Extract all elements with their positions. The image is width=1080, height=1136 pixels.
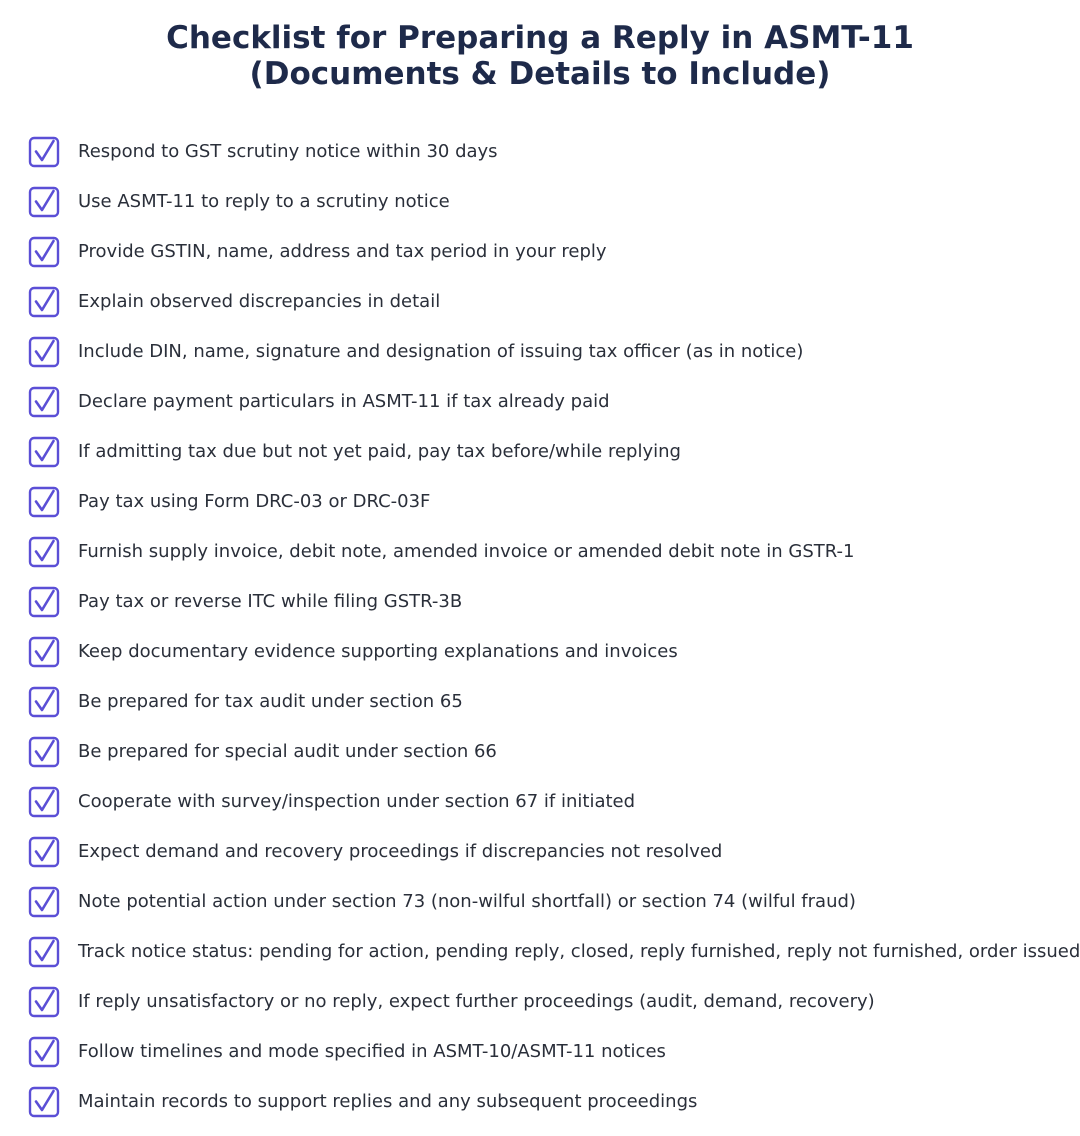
checklist-item-label: If admitting tax due but not yet paid, pay tax before/while replying: [78, 441, 681, 462]
checklist-item-label: Maintain records to support replies and any subsequent proceedings: [78, 1091, 698, 1112]
checklist-item-label: Note potential action under section 73 (non-wilful shortfall) or section 74 (wilful fraud): [78, 891, 856, 912]
checklist-item-label: Furnish supply invoice, debit note, amended invoice or amended debit note in GSTR-1: [78, 541, 855, 562]
checked-checkbox-icon[interactable]: [28, 1036, 60, 1068]
checked-checkbox-icon[interactable]: [28, 1086, 60, 1118]
checked-checkbox-icon[interactable]: [28, 136, 60, 168]
page-title: [0, 20, 1080, 92]
checklist-item-label: Be prepared for tax audit under section 65: [78, 691, 463, 712]
checked-checkbox-icon[interactable]: [28, 336, 60, 368]
checked-checkbox-icon[interactable]: [28, 386, 60, 418]
checklist-item-label: Follow timelines and mode specified in ASMT-10/ASMT-11 notices: [78, 1041, 666, 1062]
checked-checkbox-icon[interactable]: [28, 236, 60, 268]
checked-checkbox-icon[interactable]: [28, 586, 60, 618]
checked-checkbox-icon[interactable]: [28, 936, 60, 968]
checked-checkbox-icon[interactable]: [28, 486, 60, 518]
checklist-item: [0, 876, 1080, 926]
checklist-item-label: Declare payment particulars in ASMT-11 if tax already paid: [78, 391, 610, 412]
checklist-item: [0, 226, 1080, 276]
checklist-item: [0, 626, 1080, 676]
checked-checkbox-icon[interactable]: [28, 886, 60, 918]
checklist: [0, 126, 1080, 1126]
checked-checkbox-icon[interactable]: [28, 736, 60, 768]
checklist-item-label: Track notice status: pending for action, pending reply, closed, reply furnished, reply not furnished, order issued: [78, 941, 1080, 962]
checklist-item-label: Include DIN, name, signature and designation of issuing tax officer (as in notice): [78, 341, 804, 362]
title-line-2: (Documents & Details to Include): [249, 56, 831, 92]
checklist-item: [0, 126, 1080, 176]
checklist-item-label: Pay tax using Form DRC-03 or DRC-03F: [78, 491, 431, 512]
checklist-item: [0, 576, 1080, 626]
checklist-item-label: Respond to GST scrutiny notice within 30 days: [78, 141, 498, 162]
checked-checkbox-icon[interactable]: [28, 786, 60, 818]
checked-checkbox-icon[interactable]: [28, 986, 60, 1018]
checklist-item-label: Use ASMT-11 to reply to a scrutiny notice: [78, 191, 450, 212]
checklist-item: [0, 426, 1080, 476]
checked-checkbox-icon[interactable]: [28, 436, 60, 468]
checklist-item: [0, 676, 1080, 726]
checklist-item-label: Keep documentary evidence supporting explanations and invoices: [78, 641, 678, 662]
checked-checkbox-icon[interactable]: [28, 836, 60, 868]
checklist-item-label: Pay tax or reverse ITC while filing GSTR-3B: [78, 591, 463, 612]
checklist-item-label: If reply unsatisfactory or no reply, expect further proceedings (audit, demand, recovery): [78, 991, 875, 1012]
checklist-item: [0, 976, 1080, 1026]
checklist-item: [0, 726, 1080, 776]
checklist-item: [0, 476, 1080, 526]
checklist-item: [0, 376, 1080, 426]
checked-checkbox-icon[interactable]: [28, 536, 60, 568]
checklist-item: [0, 276, 1080, 326]
checked-checkbox-icon[interactable]: [28, 636, 60, 668]
checked-checkbox-icon[interactable]: [28, 286, 60, 318]
checklist-item: [0, 326, 1080, 376]
checklist-item: [0, 776, 1080, 826]
checked-checkbox-icon[interactable]: [28, 186, 60, 218]
checklist-item-label: Cooperate with survey/inspection under section 67 if initiated: [78, 791, 636, 812]
checklist-item: [0, 1026, 1080, 1076]
checklist-item: [0, 1076, 1080, 1126]
checklist-item-label: Provide GSTIN, name, address and tax period in your reply: [78, 241, 607, 262]
checklist-item: [0, 826, 1080, 876]
checklist-item: [0, 176, 1080, 226]
checklist-item: [0, 526, 1080, 576]
title-line-1: Checklist for Preparing a Reply in ASMT-11: [166, 20, 914, 56]
checklist-item-label: Be prepared for special audit under section 66: [78, 741, 497, 762]
checklist-item-label: Expect demand and recovery proceedings if discrepancies not resolved: [78, 841, 723, 862]
checked-checkbox-icon[interactable]: [28, 686, 60, 718]
checklist-item: [0, 926, 1080, 976]
checklist-item-label: Explain observed discrepancies in detail: [78, 291, 441, 312]
